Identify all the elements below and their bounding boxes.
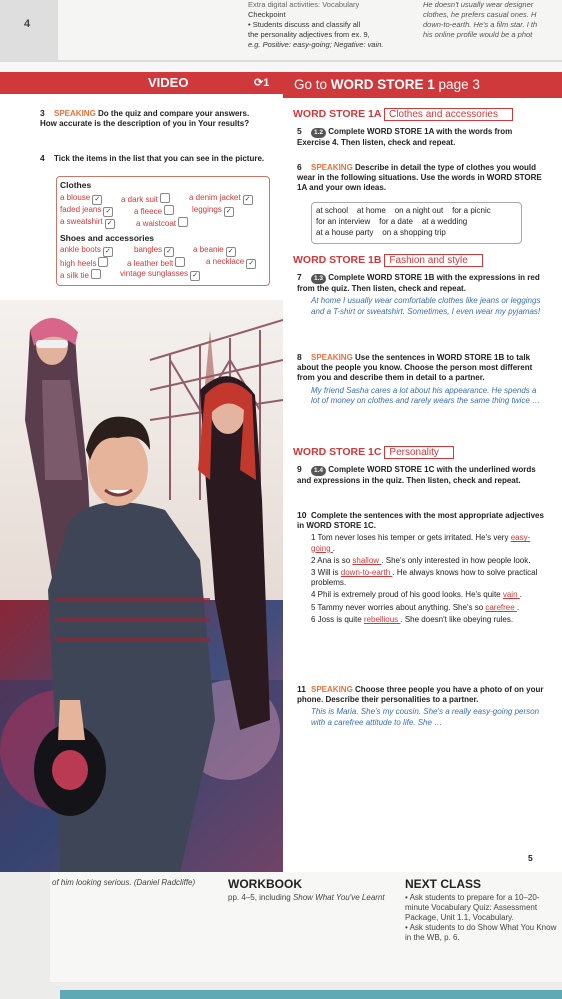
sentence-text: . — [332, 543, 336, 553]
situations-row — [316, 227, 521, 238]
audio-icon[interactable]: 1.3 — [311, 274, 326, 284]
example-text: At home I usually wear comfortable clothes like jeans or leggings and a T-shirt or sweatshirt. Sometimes, I even wear my pyjamas! — [311, 296, 541, 316]
checked-checkbox[interactable]: ✓ — [105, 219, 115, 229]
checklist-item — [206, 257, 256, 269]
checklist-item — [134, 205, 174, 216]
exercise-text: Describe in detail the type of clothes you would wear in the following situations. Use the words in WORD STORE 1A and your own ideas. — [297, 163, 542, 193]
exercise-text: Choose three people you have a photo of on your phone. Describe their personalities to a partner. — [297, 685, 544, 705]
situation: at school — [316, 206, 349, 215]
next-class-title: NEXT CLASS — [405, 877, 482, 891]
sentence — [311, 533, 547, 553]
bottom-left-note: of him looking serious. (Daniel Radcliffe) — [52, 878, 196, 887]
section-title: WORD STORE 1B — [293, 254, 382, 266]
item-label: a fleece — [134, 207, 163, 216]
note-line: • Students discuss and classify all — [248, 20, 361, 29]
item-label: a leather belt — [127, 259, 174, 268]
next-class-item: • Ask students to prepare for a 10–20-minute Vocabulary Quiz: Assessment Package, Unit 1.1, Vocabulary. — [405, 893, 540, 922]
section-tag: Personality — [384, 446, 453, 459]
situation: for an interview — [316, 217, 371, 226]
item-label: vintage sunglasses — [120, 269, 189, 278]
sentence-number: 2 — [311, 555, 318, 565]
word-store-1b — [293, 254, 483, 267]
checklist-item — [60, 269, 101, 280]
checklist-item — [193, 245, 236, 257]
exercise-number: 11 — [297, 684, 306, 694]
sentence-number: 6 — [311, 614, 318, 624]
exercise-text: Complete WORD STORE 1C with the underlined words and expressions in the quiz. Then listen, check and repeat. — [297, 465, 536, 486]
exercise-number: 10 — [297, 510, 307, 520]
item-label: a waistcoat — [136, 219, 177, 228]
empty-checkbox[interactable] — [164, 205, 174, 215]
page-number-5: 5 — [528, 853, 533, 863]
exercise-3 — [40, 108, 268, 129]
exercise-number: 7 — [297, 272, 302, 282]
clothes-header: Clothes — [60, 180, 92, 190]
word-store-1c — [293, 446, 454, 459]
sentence-number: 3 — [311, 568, 318, 578]
note-line: Extra digital activities: Vocabulary — [248, 0, 360, 9]
video-play-icon[interactable]: ⟳1 — [254, 77, 270, 89]
exercise-number: 4 — [40, 153, 45, 163]
checked-checkbox[interactable]: ✓ — [190, 271, 200, 281]
sentence-number: 4 — [311, 590, 318, 600]
top-left-notes — [248, 0, 418, 50]
situation: at home — [356, 206, 386, 215]
situations-row — [316, 205, 521, 216]
checklist-item — [60, 245, 113, 257]
speaking-keyword: SPEAKING — [311, 685, 353, 694]
exercise-text: Complete WORD STORE 1A with the words from Exercise 4. Then listen, check and repeat. — [297, 127, 513, 148]
ws-suffix: page 3 — [434, 77, 480, 92]
item-label: a beanie — [193, 245, 224, 254]
sentence-text: . She doesn't like obeying rules. — [400, 614, 514, 624]
answer-blank[interactable]: down-to-earth — [340, 568, 393, 578]
workbook-section: Show What You've Learnt — [292, 893, 385, 902]
video-label[interactable]: VIDEO — [148, 75, 189, 90]
next-class-list — [405, 893, 560, 943]
empty-checkbox[interactable] — [160, 193, 170, 203]
exercise-text: Complete WORD STORE 1B with the expressions in red from the quiz. Then listen, check and repeat. — [297, 273, 540, 294]
item-label: faded jeans — [60, 205, 102, 214]
note-line: He doesn't usually wear designer — [423, 0, 534, 9]
checklist-item — [189, 193, 253, 205]
empty-checkbox[interactable] — [98, 257, 108, 267]
sentence — [311, 556, 547, 566]
item-label: ankle boots — [60, 245, 101, 254]
audio-icon[interactable]: 1.2 — [311, 128, 326, 138]
item-label: high heels — [60, 259, 97, 268]
checked-checkbox[interactable]: ✓ — [103, 247, 113, 257]
situation: on a night out — [394, 206, 444, 215]
checklist-item — [120, 269, 200, 281]
checklist-item — [60, 205, 113, 217]
page-gap — [0, 62, 562, 72]
note-line: e.g. Positive: easy-going; Negative: vain. — [248, 40, 384, 49]
sentence-text: Ana is so — [317, 555, 353, 565]
sentence-text: . He always knows how to solve practical problems. — [311, 568, 538, 588]
section-tag: Fashion and style — [384, 254, 482, 267]
workbook-title: WORKBOOK — [228, 877, 302, 891]
checked-checkbox[interactable]: ✓ — [164, 247, 174, 257]
sentence — [311, 590, 547, 600]
checklist-item — [121, 193, 170, 204]
ws-prefix: Go to — [294, 77, 331, 92]
exercise-number: 6 — [297, 162, 302, 172]
exercise-number: 9 — [297, 464, 302, 474]
sentence-number: 5 — [311, 602, 318, 612]
sentence-text: Joss is quite — [317, 614, 364, 624]
section-tag: Clothes and accessories — [384, 108, 513, 121]
checked-checkbox[interactable]: ✓ — [243, 195, 253, 205]
example-text: This is Maria. She's my cousin. She's a really easy-going person with a carefree attitude to life. She … — [311, 707, 540, 727]
section-title: WORD STORE 1A — [293, 108, 382, 120]
empty-checkbox[interactable] — [175, 257, 185, 267]
next-class-item: • Ask students to do Show What You Know in the WB, p. 6. — [405, 923, 557, 942]
fashion-photo — [0, 300, 283, 872]
speaking-keyword: SPEAKING — [311, 163, 353, 172]
answer-blank[interactable]: rebellious — [363, 614, 401, 624]
answer-blank[interactable]: vain — [502, 590, 520, 600]
sentence-text: Phil is extremely proud of his good looks. He's quite — [317, 590, 503, 600]
checklist-item — [136, 217, 188, 228]
item-label: a necklace — [206, 257, 245, 266]
example-text: My friend Sasha cares a lot about his appearance. He spends a lot of money on clothes and rarely wears the same thing twice … — [311, 385, 540, 405]
sentence-text: . — [519, 590, 522, 600]
word-store-heading — [294, 77, 480, 92]
empty-checkbox[interactable] — [91, 269, 101, 279]
checked-checkbox[interactable]: ✓ — [224, 207, 234, 217]
exercise-text: Complete the sentences with the most appropriate adjectives in WORD STORE 1C. — [297, 511, 544, 531]
checked-checkbox[interactable]: ✓ — [92, 195, 102, 205]
item-label: a sweatshirt — [60, 217, 103, 226]
exercise-number: 8 — [297, 352, 302, 362]
item-label: a denim jacket — [189, 193, 241, 202]
speaking-keyword: SPEAKING — [54, 109, 96, 118]
note-line: the personality adjectives from ex. 9, — [248, 30, 370, 39]
ws-bold: WORD STORE 1 — [330, 77, 435, 92]
situations-row — [316, 216, 521, 227]
exercise-number: 3 — [40, 108, 45, 118]
situation: for a picnic — [452, 206, 491, 215]
answer-blank[interactable]: easy-going — [311, 533, 531, 553]
exercise-text: Use the sentences in WORD STORE 1B to talk about the people you know. Choose the person most different from you and describe them in detail to a partner. — [297, 353, 533, 383]
exercise-text: Do the quiz and compare your answers. How accurate is the description of you in Your results? — [40, 109, 250, 129]
workbook-pages: pp. 4–5, including — [228, 893, 293, 902]
checklist-item — [127, 257, 185, 268]
sentence-text: . She's only interested in how people look. — [381, 555, 531, 565]
section-title: WORD STORE 1C — [293, 446, 382, 458]
situation: on a shopping trip — [382, 228, 446, 237]
exercise-4 — [40, 153, 268, 164]
exercise-5 — [297, 126, 547, 148]
situations-box — [311, 202, 522, 244]
accessories-header: Shoes and accessories — [60, 233, 155, 243]
answer-blank[interactable]: shallow — [352, 555, 382, 565]
audio-icon[interactable]: 1.4 — [311, 466, 326, 476]
sentence-text: . — [516, 602, 520, 612]
sentence-number: 1 — [311, 533, 318, 543]
situation: for a date — [379, 217, 413, 226]
exercise-number: 5 — [297, 126, 302, 136]
item-label: a dark suit — [121, 195, 158, 204]
note-line: his online profile would be a phot — [423, 30, 533, 39]
sentence — [311, 615, 547, 625]
sentence-text: Tammy never worries about anything. She's so — [317, 602, 486, 612]
answer-blank[interactable]: carefree — [485, 602, 517, 612]
situation: at a wedding — [421, 217, 468, 226]
footer-band — [60, 990, 562, 999]
video-number: 1 — [263, 77, 270, 89]
note-line: clothes, he prefers casual ones. H — [423, 10, 537, 19]
item-label: bangles — [134, 245, 163, 254]
exercise-10 — [297, 510, 547, 627]
item-label: leggings — [192, 205, 222, 214]
sentences-list — [297, 533, 547, 625]
video-bar[interactable] — [0, 72, 283, 94]
sentence — [311, 568, 547, 588]
sentence — [311, 603, 547, 613]
empty-checkbox[interactable] — [178, 217, 188, 227]
note-line: Checkpoint — [248, 10, 286, 19]
sentence-text: Will is — [317, 568, 341, 578]
word-store-1a — [293, 108, 513, 121]
checklist-item — [192, 205, 234, 217]
exercise-7 — [297, 272, 547, 317]
note-line: down-to-earth. He's a film star. I th — [423, 20, 538, 29]
exercise-text: Tick the items in the list that you can see in the picture. — [54, 154, 265, 163]
exercise-6 — [297, 162, 547, 194]
checked-checkbox[interactable]: ✓ — [103, 207, 113, 217]
sentence-text: Tom never loses his temper or gets irritated. He's very — [317, 533, 511, 543]
exercise-9 — [297, 464, 547, 486]
photo-illustration — [0, 300, 283, 872]
item-label: a silk tie — [60, 271, 89, 280]
checked-checkbox[interactable]: ✓ — [246, 259, 256, 269]
page-number-4: 4 — [24, 18, 31, 30]
top-right-notes — [423, 0, 562, 40]
checklist-item — [60, 193, 102, 205]
speaking-keyword: SPEAKING — [311, 353, 353, 362]
exercise-11 — [297, 684, 547, 728]
situation: at a house party — [316, 228, 374, 237]
workbook-text — [228, 893, 388, 903]
exercise-8 — [297, 352, 547, 406]
checklist-item — [60, 257, 108, 268]
checked-checkbox[interactable]: ✓ — [226, 247, 236, 257]
checklist-item — [60, 217, 115, 229]
checklist-item — [134, 245, 174, 257]
item-label: a blouse — [60, 193, 91, 202]
